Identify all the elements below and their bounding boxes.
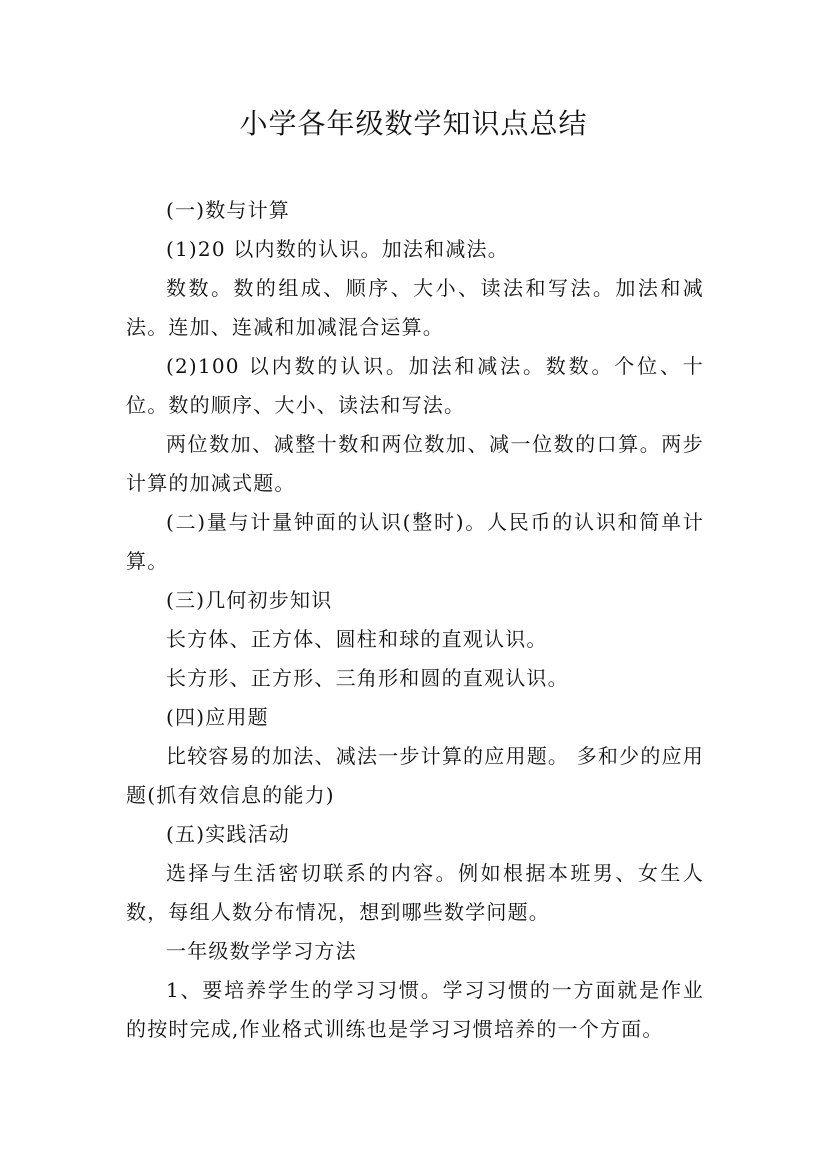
paragraph-study-methods-heading: 一年级数学学习方法 bbox=[166, 939, 357, 963]
paragraph-counting: 数数。数的组成、顺序、大小、读法和写法。加法和减法。连加、连减和加减混合运算。 bbox=[126, 276, 704, 339]
paragraph-mental-arithmetic: 两位数加、减整十数和两位数加、减一位数的口算。两步计算的加减式题。 bbox=[126, 432, 704, 495]
paragraph-word-problems: 比较容易的加法、减法一步计算的应用题。 多和少的应用题(抓有效信息的能力) bbox=[126, 744, 704, 807]
paragraph-section-2: (二)量与计量钟面的认识(整时)。人民币的认识和简单计算。 bbox=[126, 510, 704, 573]
paragraph-section-1-heading: (一)数与计算 bbox=[166, 198, 291, 222]
paragraph-section-5-heading: (五)实践活动 bbox=[166, 822, 291, 846]
document-body bbox=[126, 191, 704, 1049]
paragraph-study-habits: 1、要培养学生的学习习惯。学习习惯的一方面就是作业的按时完成,作业格式训练也是学习习惯培养的一个方面。 bbox=[126, 978, 704, 1041]
paragraph-practice: 选择与生活密切联系的内容。例如根据本班男、女生人数，每组人数分布情况，想到哪些数学问题。 bbox=[126, 861, 704, 924]
paragraph-item-2: (2)100 以内数的认识。加法和减法。数数。个位、十位。数的顺序、大小、读法和写法。 bbox=[126, 354, 704, 417]
paragraph-solids: 长方体、正方体、圆柱和球的直观认识。 bbox=[166, 627, 548, 651]
paragraph-section-4-heading: (四)应用题 bbox=[166, 705, 269, 729]
document-title: 小学各年级数学知识点总结 bbox=[239, 107, 588, 140]
paragraph-shapes: 长方形、正方形、三角形和圆的直观认识。 bbox=[166, 666, 569, 690]
paragraph-section-3-heading: (三)几何初步知识 bbox=[166, 588, 333, 612]
paragraph-item-1: (1)20 以内数的认识。加法和减法。 bbox=[166, 237, 509, 261]
